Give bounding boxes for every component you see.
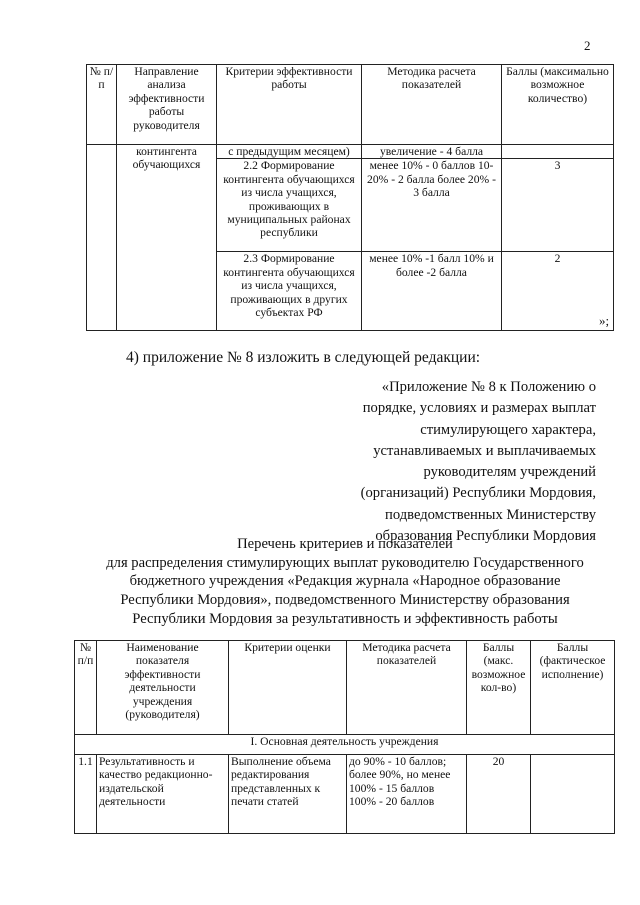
approval-line: образования Республики Мордовия [375, 528, 596, 545]
approval-line: подведомственных Министерству [385, 506, 596, 523]
heading-line: бюджетного учреждения «Редакция журнала «Народное образование [129, 573, 561, 590]
approval-line: руководителям учреждений [423, 464, 596, 481]
table1-header-points: Баллы (максимально возможное количество) [502, 65, 614, 145]
table2-header-criteria: Критерии оценки [229, 641, 347, 735]
table1-direction-cell: контингента обучающихся [117, 145, 217, 331]
table1-row-points: 3 [502, 159, 614, 252]
table2-section-row [75, 735, 615, 755]
row-criteria: Выполнение объема редактирования представленных к печати статей [229, 755, 347, 834]
row-num: 1.1 [75, 755, 97, 834]
table1-header-row [87, 65, 614, 145]
table-row [87, 145, 614, 159]
table1-carry-method: увеличение - 4 балла [362, 145, 502, 159]
table1-row-criteria: 2.2 Формирование контингента обучающихся из числа учащихся, проживающих в муниципальных районах республики [217, 159, 362, 252]
page-number: 2 [584, 38, 591, 53]
approval-line: стимулирующего характера, [420, 421, 596, 438]
document-heading [70, 535, 620, 629]
table1-header-direction: Направление анализа эффективности работы руководителя [117, 65, 217, 145]
heading-line: Республики Мордовия», подведомственного Министерству образования [120, 592, 570, 609]
row-max-points: 20 [467, 755, 531, 834]
table2-header-row [75, 641, 615, 735]
table2-header-max: Баллы (макс. возможное кол-во) [467, 641, 531, 735]
approval-line: (организаций) Республики Мордовия, [360, 485, 596, 502]
table1-header-criteria: Критерии эффективности работы [217, 65, 362, 145]
criteria-table [74, 640, 615, 834]
table-row [75, 755, 615, 834]
table1-carry-points [502, 145, 614, 159]
table1-header-num: № п/п [87, 65, 117, 145]
table1-header-method: Методика расчета показателей [362, 65, 502, 145]
table1-carry-criteria: с предыдущим месяцем) [217, 145, 362, 159]
appendix-approval-block [332, 377, 596, 547]
approval-line: «Приложение № 8 к Положению о [381, 379, 596, 395]
table1-num-cell [87, 145, 117, 331]
section-title: I. Основная деятельность учреждения [75, 735, 615, 755]
table1-row-criteria: 2.3 Формирование контингента обучающихся из числа учащихся, проживающих в других субъектах РФ [217, 252, 362, 331]
approval-line: порядке, условиях и размерах выплат [362, 400, 596, 417]
heading-line: для распределения стимулирующих выплат руководителю Государственного [106, 554, 584, 571]
row-actual-points [531, 755, 615, 834]
table2-header-method: Методика расчета показателей [347, 641, 467, 735]
item-4-text: 4) приложение № 8 изложить в следующей редакции: [126, 349, 481, 366]
table1-row-method: менее 10% -1 балл 10% и более -2 балла [362, 252, 502, 331]
table1-row-points: 2 [502, 252, 614, 331]
approval-line: устанавливаемых и выплачиваемых [373, 442, 596, 459]
heading-line: Республики Мордовия за результативность и эффективность работы [132, 610, 558, 627]
table2-header-num: № п/п [75, 641, 97, 735]
table2-header-actual: Баллы (фактическое исполнение) [531, 641, 615, 735]
table1-row-method: менее 10% - 0 баллов 10-20% - 2 балла более 20% - 3 балла [362, 159, 502, 252]
table2-header-name: Наименование показателя эффективности деятельности учреждения (руководителя) [97, 641, 229, 735]
row-method: до 90% - 10 баллов; более 90%, но менее 100% - 15 баллов 100% - 20 баллов [347, 755, 467, 834]
row-indicator-name: Результативность и качество редакционно-издательской деятельности [97, 755, 229, 834]
criteria-table-continued [86, 64, 614, 331]
closing-quote: »; [599, 313, 610, 328]
heading-line: Перечень критериев и показателей [237, 536, 453, 552]
